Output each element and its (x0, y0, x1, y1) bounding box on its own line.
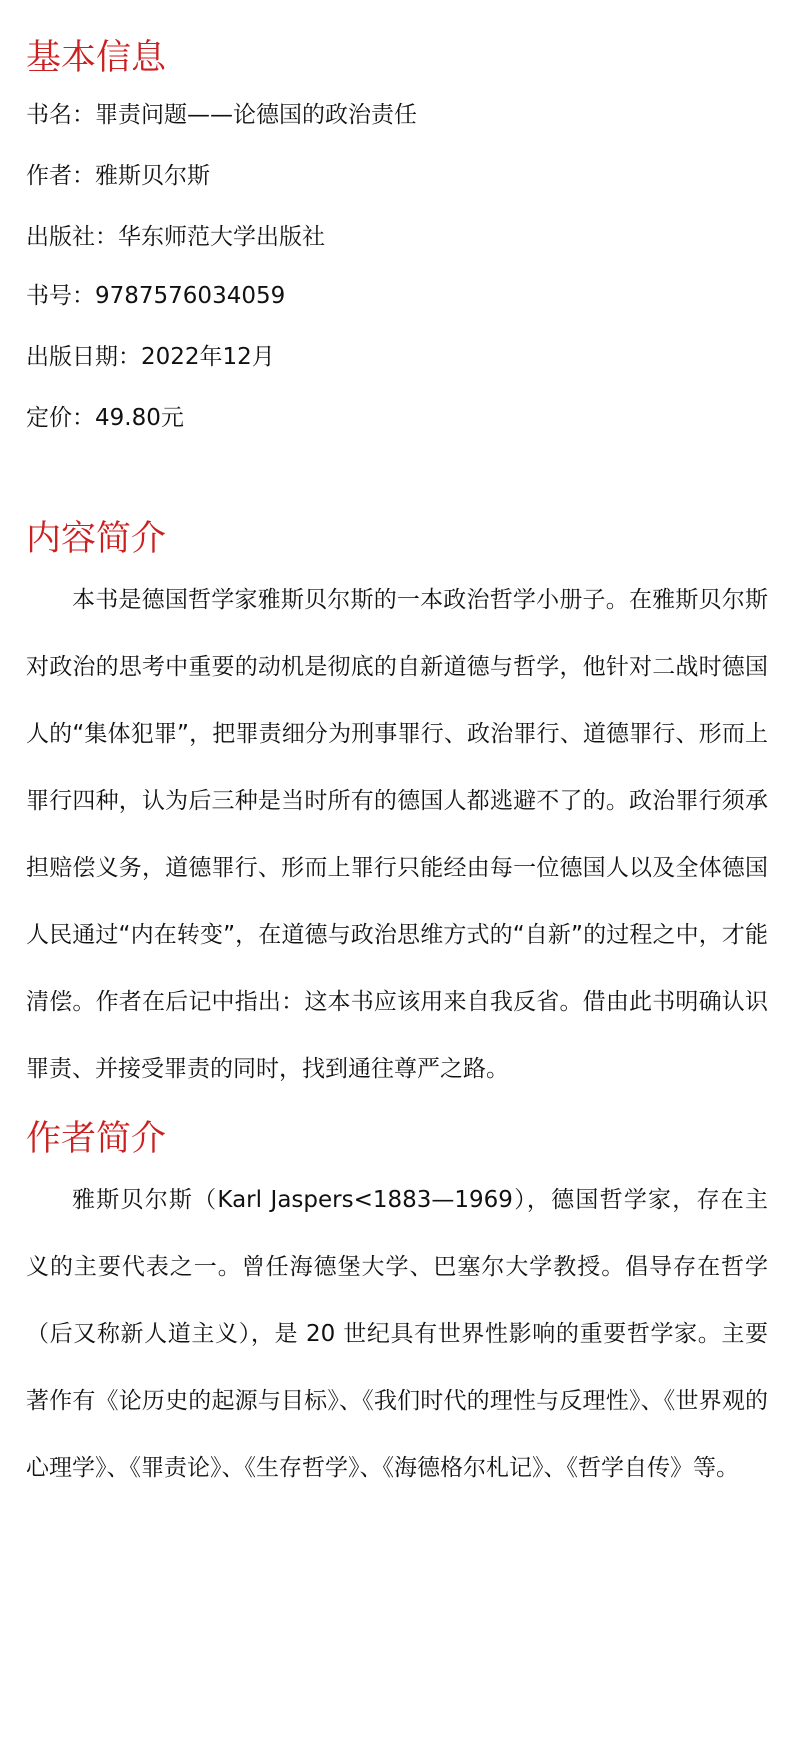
info-price: 定价：49.80元 (26, 405, 184, 431)
info-publisher: 出版社：华东师范大学出版社 (26, 224, 325, 250)
info-book-title: 书名：罪责问题——论德国的政治责任 (26, 102, 417, 128)
info-author: 作者：雅斯贝尔斯 (26, 163, 210, 189)
info-isbn: 书号：9787576034059 (26, 283, 286, 309)
basic-info-heading: 基本信息 (26, 38, 167, 78)
summary-paragraph: 本书是德国哲学家雅斯贝尔斯的一本政治哲学小册子。在雅斯贝尔斯对政治的思考中重要的动机是彻底的自新道德与哲学，他针对二战时德国人的“集体犯罪”，把罪责细分为刑事罪行、政治罪行、道德罪行、形而上罪行四种，认为后三种是当时所有的德国人都逃避不了的。政治罪行须承担赔偿义务，道德罪行、形而上罪行只能经由每一位德国人以及全体德国人民通过“内在转变”，在道德与政治思维方式的“自新”的过程之中，才能清偿。作者在后记中指出：这本书应该用来自我反省。借由此书明确认识罪责、并接受罪责的同时，找到通往尊严之路。 (26, 587, 768, 1082)
summary-heading: 内容简介 (26, 519, 167, 559)
info-publish-date: 出版日期：2022年12月 (26, 344, 275, 370)
author-paragraph: 雅斯贝尔斯（Karl Jaspers<1883—1969），德国哲学家，存在主义的主要代表之一。曾任海德堡大学、巴塞尔大学教授。倡导存在哲学（后又称新人道主义），是 20 世纪具有世界性影响的重要哲学家。主要著作有《论历史的起源与目标》、《我们时代的理性与反理性》、《世界观的心理学》、《罪责论》、《生存哲学》、《海德格尔札记》、《哲学自传》等。 (26, 1187, 768, 1481)
author-heading: 作者简介 (26, 1119, 167, 1159)
